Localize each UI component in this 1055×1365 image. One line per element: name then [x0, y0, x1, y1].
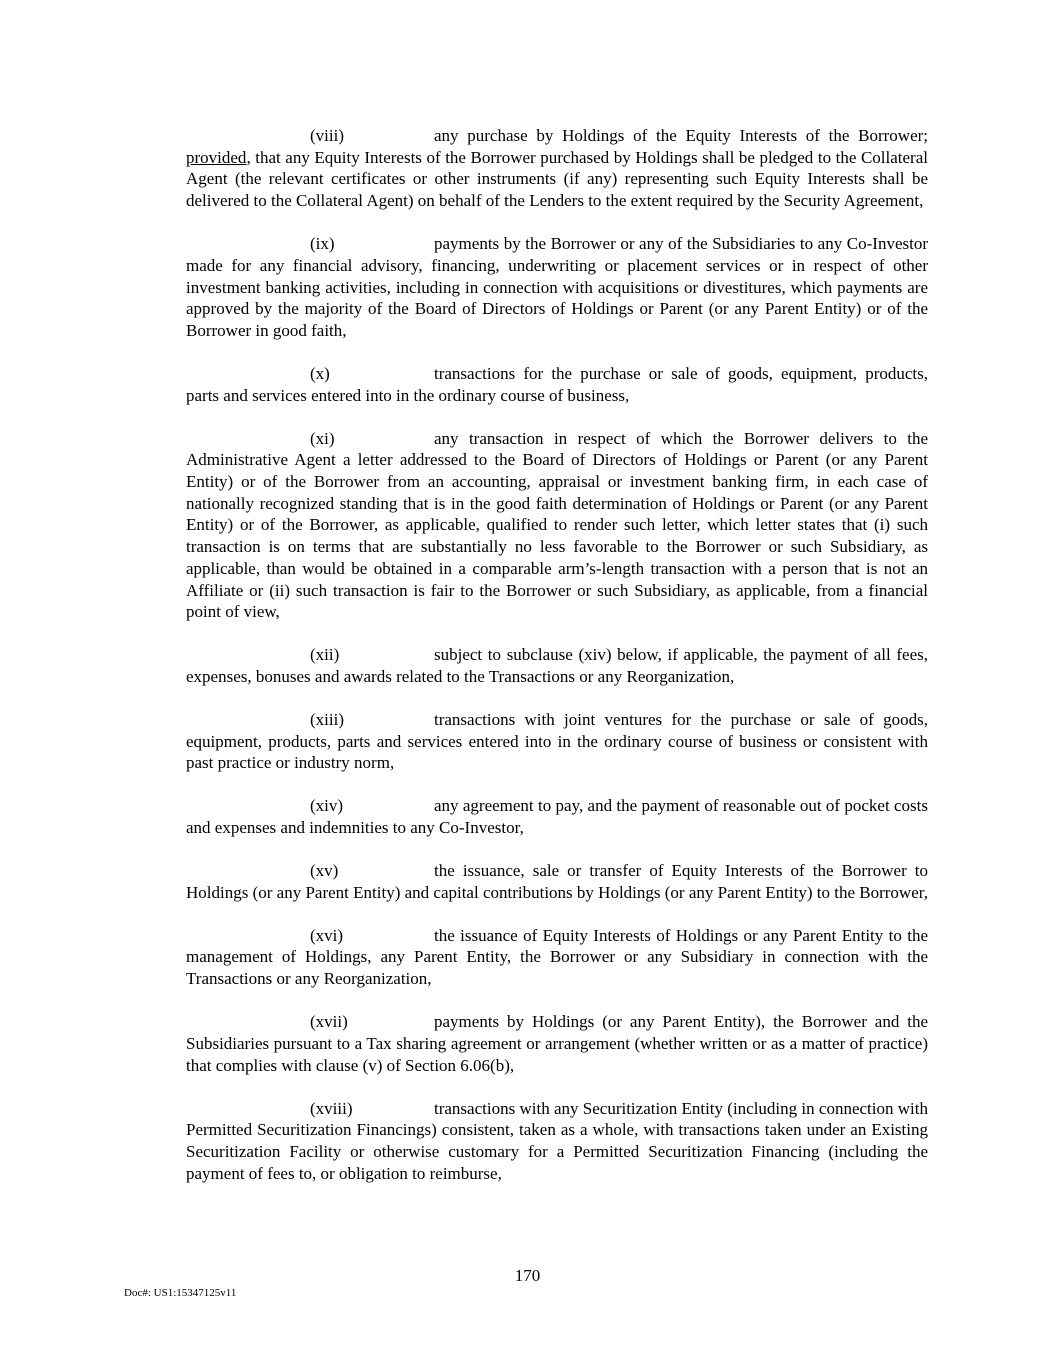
- clause-viii: [186, 125, 928, 212]
- page-number: 170: [514, 1266, 541, 1285]
- clause-text: the issuance of Equity Interests of Holdings or any Parent Entity to the management of Holdings, any Parent Entity, the Borrower or any Subsidiary in connection with the Transactions or any Reorganization,: [186, 925, 928, 989]
- clause-xiv: [186, 795, 928, 838]
- clause-number: (viii): [310, 126, 344, 145]
- clause-text-continued: , that any Equity Interests of the Borrower purchased by Holdings shall be pledged to the Collateral Agent (the relevant certificates or other instruments (if any) representing such Equity Interests shall be delivered to the Collateral Agent) on behalf of the Lenders to the extent required by the Security Agreement,: [186, 147, 928, 211]
- clause-number: (ix): [310, 234, 335, 254]
- clause-number: (xv): [310, 861, 339, 881]
- clause-text: payments by the Borrower or any of the Subsidiaries to any Co-Investor made for any financial advisory, financing, underwriting or placement services or in respect of other investment banking activities, including in connection with acquisitions or divestitures, which payments are approved by the majority of the Board of Directors of Holdings or Parent (or any Parent Entity) or of the Borrower in good faith,: [186, 234, 928, 340]
- clause-text: the issuance, sale or transfer of Equity Interests of the Borrower to Holdings (or any Parent Entity) and capital contributions by Holdings (or any Parent Entity) to the Borrower,: [186, 861, 928, 902]
- clause-xvi: [186, 925, 928, 990]
- clause-text: transactions with any Securitization Entity (including in connection with Permitted Securitization Financings) consistent, taken as a whole, with transactions taken under an Existing Securitization Facility or otherwise customary for a Permitted Securitization Financing (including the payment of fees to, or obligation to reimburse,: [186, 1098, 928, 1183]
- clause-number: (xiii): [310, 709, 344, 729]
- clause-xv: [186, 860, 928, 903]
- clause-xvii: [186, 1011, 928, 1076]
- clause-number: (xiv): [310, 796, 344, 816]
- clause-text: transactions with joint ventures for the purchase or sale of goods, equipment, products, parts and services entered into in the ordinary course of business or consistent with past practice or industry norm,: [186, 709, 928, 773]
- clause-xviii: [186, 1098, 928, 1185]
- clause-number: (xi): [310, 428, 335, 448]
- clause-number: (xvi): [310, 925, 344, 945]
- clause-number: (xii): [310, 645, 340, 665]
- clause-number: (xviii): [310, 1098, 353, 1118]
- clause-text: transactions for the purchase or sale of goods, equipment, products, parts and services entered into in the ordinary course of business,: [186, 363, 928, 405]
- document-id: Doc#: US1:15347125v11: [124, 1287, 237, 1299]
- clause-ix: [186, 233, 928, 342]
- clause-x: [186, 363, 928, 406]
- provided-term: provided: [186, 147, 247, 167]
- clause-number: (xvii): [310, 1012, 348, 1032]
- clause-xiii: [186, 709, 928, 774]
- document-body: [186, 125, 928, 1206]
- clause-text: subject to subclause (xiv) below, if applicable, the payment of all fees, expenses, bonuses and awards related to the Transactions or any Reorganization,: [186, 645, 928, 686]
- clause-number: (x): [310, 363, 330, 383]
- clause-text: any transaction in respect of which the Borrower delivers to the Administrative Agent a letter addressed to the Board of Directors of Holdings or Parent (or any Parent Entity) or of the Borrower from an accounting, appraisal or investment banking firm, in each case of nationally recognized standing that is in the good faith determination of Holdings or Parent (or any Parent Entity) or of the Borrower, as applicable, qualified to render such letter, which letter states that (i) such transaction is on terms that are substantially no less favorable to the Borrower or such Subsidiary, as applicable, than would be obtained in a comparable arm’s-length transaction with a person that is not an Affiliate or (ii) such transaction is fair to the Borrower or such Subsidiary, as applicable, from a financial point of view,: [186, 428, 928, 622]
- clause-text: payments by Holdings (or any Parent Entity), the Borrower and the Subsidiaries pursuant to a Tax sharing agreement or arrangement (whether written or as a matter of practice) that complies with clause (v) of Section 6.06(b),: [186, 1012, 928, 1075]
- clause-text: any purchase by Holdings of the Equity Interests of the Borrower;: [434, 126, 928, 145]
- clause-xi: [186, 428, 928, 623]
- clause-xii: [186, 644, 928, 687]
- clause-text: any agreement to pay, and the payment of reasonable out of pocket costs and expenses and indemnities to any Co-Investor,: [186, 796, 928, 838]
